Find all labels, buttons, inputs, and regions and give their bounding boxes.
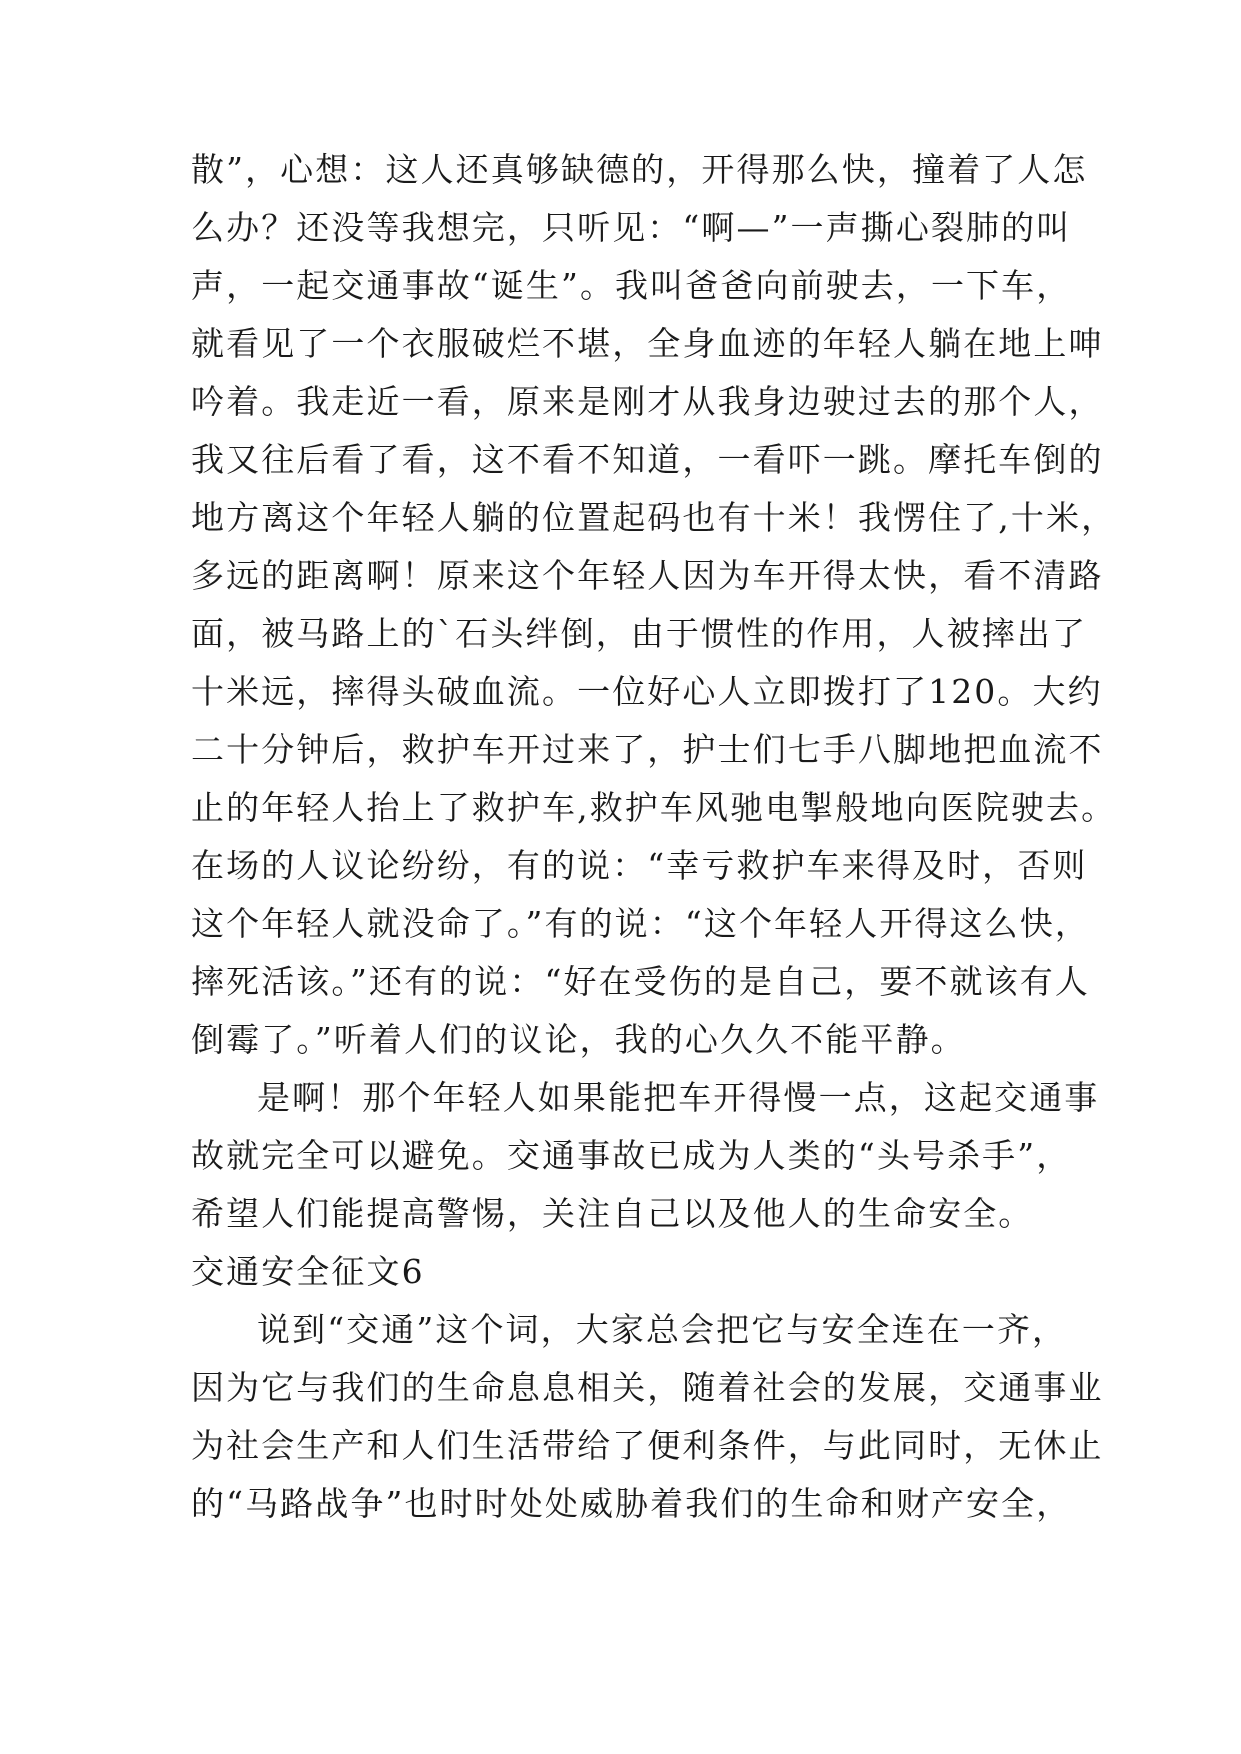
text-line: 么办？还没等我想完，只听见：“啊—”一声撕心裂肺的叫: [191, 208, 1072, 247]
text-line: 的“马路战争”也时时处处威胁着我们的生命和财产安全，: [191, 1484, 1072, 1523]
text-line: 这个年轻人就没命了。”有的说：“这个年轻人开得这么快，: [191, 904, 1090, 943]
text-line: 面，被马路上的`石头绊倒，由于惯性的作用，人被摔出了: [191, 614, 1088, 653]
text-line: 地方离这个年轻人躺的位置起码也有十米！我愣住了,十米，: [191, 498, 1117, 537]
text-line: 我又往后看了看，这不看不知道，一看吓一跳。摩托车倒的: [191, 440, 1104, 479]
text-line: 因为它与我们的生命息息相关，随着社会的发展，交通事业: [191, 1368, 1104, 1407]
text-line: 在场的人议论纷纷，有的说：“幸亏救护车来得及时，否则: [191, 846, 1088, 885]
text-line: 二十分钟后，救护车开过来了，护士们七手八脚地把血流不: [191, 730, 1104, 769]
text-line: 倒霉了。”听着人们的议论，我的心久久不能平静。: [191, 1020, 966, 1059]
section-heading: 交通安全征文6: [191, 1252, 425, 1291]
text-line: 就看见了一个衣服破烂不堪，全身血迹的年轻人躺在地上呻: [191, 324, 1104, 363]
text-line: 散”，心想：这人还真够缺德的，开得那么快，撞着了人怎: [191, 150, 1088, 189]
text-line: 摔死活该。”还有的说：“好在受伤的是自己，要不就该有人: [191, 962, 1090, 1001]
text-line: 希望人们能提高警惕，关注自己以及他人的生命安全。: [191, 1194, 1034, 1233]
text-line: 是啊！那个年轻人如果能把车开得慢一点，这起交通事: [257, 1078, 1100, 1117]
text-line: 为社会生产和人们生活带给了便利条件，与此同时，无休止: [191, 1426, 1104, 1465]
text-line: 声，一起交通事故“诞生”。我叫爸爸向前驶去，一下车，: [191, 266, 1072, 305]
text-line: 说到“交通”这个词，大家总会把它与安全连在一齐，: [257, 1310, 1068, 1349]
text-line: 故就完全可以避免。交通事故已成为人类的“头号杀手”，: [191, 1136, 1072, 1175]
text-line: 十米远，摔得头破血流。一位好心人立即拨打了120。大约: [191, 672, 1103, 711]
text-line: 吟着。我走近一看，原来是刚才从我身边驶过去的那个人，: [191, 382, 1104, 421]
text-line: 多远的距离啊！原来这个年轻人因为车开得太快，看不清路: [191, 556, 1104, 595]
text-line: 止的年轻人抬上了救护车,救护车风驰电掣般地向医院驶去。: [191, 788, 1117, 827]
